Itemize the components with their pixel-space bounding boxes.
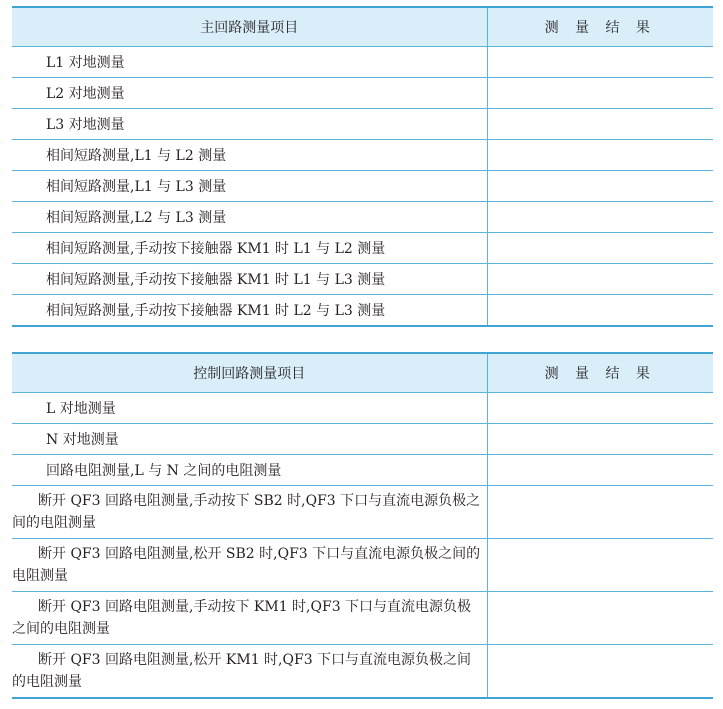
row-label: 相间短路测量,手动按下接触器 KM1 时 L1 与 L3 测量 [12,264,487,295]
result-cell[interactable] [487,264,713,295]
row-label [12,486,487,539]
table-row [12,393,713,424]
table-header-row [12,353,713,393]
row-label: 相间短路测量,手动按下接触器 KM1 时 L1 与 L2 测量 [12,233,487,264]
table-row [12,264,713,295]
row-text: 断开 QF3 回路电阻测量,手动按下 KM1 时,QF3 下口与直流电源负极之间的电阻测量 [12,599,472,637]
header-item: 主回路测量项目 [12,7,487,47]
row-label: L3 对地测量 [12,109,487,140]
row-label: N 对地测量 [12,424,487,455]
table-row [12,233,713,264]
header-item: 控制回路测量项目 [12,353,487,393]
row-label [12,539,487,592]
result-cell[interactable] [487,455,713,486]
row-label: 相间短路测量,L1 与 L3 测量 [12,171,487,202]
result-cell[interactable] [487,109,713,140]
result-cell[interactable] [487,47,713,78]
header-result: 测 量 结 果 [487,7,713,47]
result-cell[interactable] [487,295,713,327]
row-label: 相间短路测量,L1 与 L2 测量 [12,140,487,171]
result-cell[interactable] [487,539,713,592]
main-circuit-table [12,6,713,327]
table-row [12,202,713,233]
result-cell[interactable] [487,424,713,455]
row-text: 断开 QF3 回路电阻测量,松开 SB2 时,QF3 下口与直流电源负极之间的电阻测量 [12,546,481,584]
header-result: 测 量 结 果 [487,353,713,393]
row-label: 回路电阻测量,L 与 N 之间的电阻测量 [12,455,487,486]
table-row [12,47,713,78]
table-row [12,424,713,455]
row-label: 相间短路测量,L2 与 L3 测量 [12,202,487,233]
row-label: L1 对地测量 [12,47,487,78]
result-cell[interactable] [487,233,713,264]
row-label [12,592,487,645]
table-row [12,455,713,486]
result-cell[interactable] [487,171,713,202]
table-row [12,78,713,109]
result-cell[interactable] [487,592,713,645]
table-row [12,539,713,592]
table-row [12,645,713,699]
result-cell[interactable] [487,645,713,699]
result-cell[interactable] [487,78,713,109]
row-label [12,645,487,699]
result-cell[interactable] [487,486,713,539]
table-row [12,486,713,539]
table-row [12,109,713,140]
row-text: 断开 QF3 回路电阻测量,松开 KM1 时,QF3 下口与直流电源负极之间的电阻测量 [12,652,472,690]
table-row [12,171,713,202]
result-cell[interactable] [487,140,713,171]
row-text: 断开 QF3 回路电阻测量,手动按下 SB2 时,QF3 下口与直流电源负极之间的电阻测量 [12,493,481,531]
result-cell[interactable] [487,202,713,233]
row-label: 相间短路测量,手动按下接触器 KM1 时 L2 与 L3 测量 [12,295,487,327]
table-row [12,295,713,327]
table-header-row [12,7,713,47]
row-label: L2 对地测量 [12,78,487,109]
table-row [12,140,713,171]
row-label: L 对地测量 [12,393,487,424]
table-row [12,592,713,645]
control-circuit-table [12,352,713,699]
result-cell[interactable] [487,393,713,424]
